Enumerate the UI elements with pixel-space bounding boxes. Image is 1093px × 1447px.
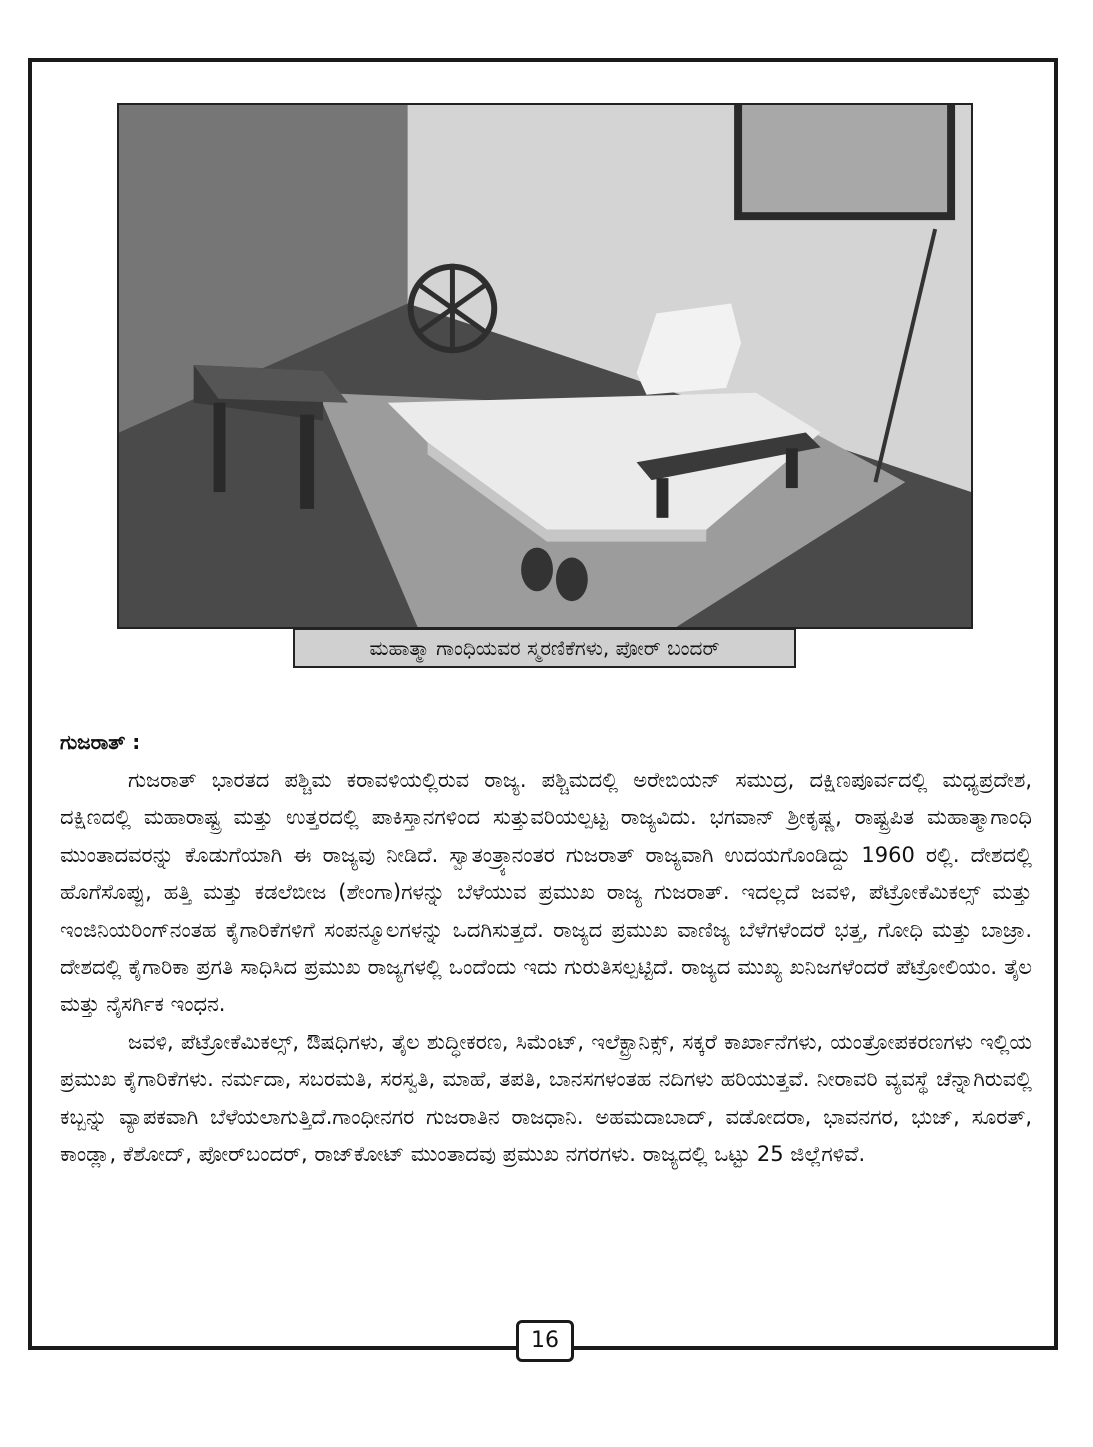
section-body	[60, 762, 1032, 1173]
paragraph: ಗುಜರಾತ್ ಭಾರತದ ಪಶ್ಚಿಮ ಕರಾವಳಿಯಲ್ಲಿರುವ ರಾಜ್ಯ. ಪಶ್ಚಿಮದಲ್ಲಿ ಅರೇಬಿಯನ್ ಸಮುದ್ರ, ದಕ್ಷಿಣಪೂರ್ವದಲ್ಲಿ ಮಧ್ಯಪ್ರದೇಶ, ದಕ್ಷಿಣದಲ್ಲಿ ಮಹಾರಾಷ್ಟ್ರ ಮತ್ತು ಉತ್ತರದಲ್ಲಿ ಪಾಕಿಸ್ತಾನಗಳಿಂದ ಸುತ್ತುವರಿಯಲ್ಪಟ್ಟ ರಾಜ್ಯವಿದು. ಭಗವಾನ್ ಶ್ರೀಕೃಷ್ಣ, ರಾಷ್ಟ್ರಪಿತ ಮಹಾತ್ಮಾಗಾಂಧಿ ಮುಂತಾದವರನ್ನು ಕೊಡುಗೆಯಾಗಿ ಈ ರಾಜ್ಯವು ನೀಡಿದೆ. ಸ್ವಾತಂತ್ರ್ಯಾನಂತರ ಗುಜರಾತ್ ರಾಜ್ಯವಾಗಿ ಉದಯಗೊಂಡಿದ್ದು 1960 ರಲ್ಲಿ. ದೇಶದಲ್ಲಿ ಹೊಗೆಸೊಪ್ಪು, ಹತ್ತಿ ಮತ್ತು ಕಡಲೆಬೀಜ (ಶೇಂಗಾ)ಗಳನ್ನು ಬೆಳೆಯುವ ಪ್ರಮುಖ ರಾಜ್ಯ ಗುಜರಾತ್. ಇದಲ್ಲದೆ ಜವಳಿ, ಪೆಟ್ರೋಕೆಮಿಕಲ್ಸ್ ಮತ್ತು ಇಂಜಿನಿಯರಿಂಗ್‌ನಂತಹ ಕೈಗಾರಿಕೆಗಳಿಗೆ ಸಂಪನ್ಮೂಲಗಳನ್ನು ಒದಗಿಸುತ್ತದೆ. ರಾಜ್ಯದ ಪ್ರಮುಖ ವಾಣಿಜ್ಯ ಬೆಳೆಗಳೆಂದರೆ ಭತ್ತ, ಗೋಧಿ ಮತ್ತು ಬಾಜ್ರಾ. ದೇಶದಲ್ಲಿ ಕೈಗಾರಿಕಾ ಪ್ರಗತಿ ಸಾಧಿಸಿದ ಪ್ರಮುಖ ರಾಜ್ಯಗಳಲ್ಲಿ ಒಂದೆಂದು ಇದು ಗುರುತಿಸಲ್ಪಟ್ಟಿದೆ. ರಾಜ್ಯದ ಮುಖ್ಯ ಖನಿಜಗಳೆಂದರೆ ಪೆಟ್ರೋಲಿಯಂ. ತೈಲ ಮತ್ತು ನೈಸರ್ಗಿಕ ಇಂಧನ.	[60, 768, 1032, 1017]
section-heading: ಗುಜರಾತ್ :	[60, 730, 141, 754]
paragraph: ಜವಳಿ, ಪೆಟ್ರೋಕೆಮಿಕಲ್ಸ್, ಔಷಧಿಗಳು, ತೈಲ ಶುದ್ಧೀಕರಣ, ಸಿಮೆಂಟ್, ಇಲೆಕ್ಟ್ರಾನಿಕ್ಸ್, ಸಕ್ಕರೆ ಕಾರ್ಖಾನೆಗಳು, ಯಂತ್ರೋಪಕರಣಗಳು ಇಲ್ಲಿಯ ಪ್ರಮುಖ ಕೈಗಾರಿಕೆಗಳು. ನರ್ಮದಾ, ಸಬರಮತಿ, ಸರಸ್ವತಿ, ಮಾಹೆ, ತಪತಿ, ಬಾನಸಗಳಂತಹ ನದಿಗಳು ಹರಿಯುತ್ತವೆ. ನೀರಾವರಿ ವ್ಯವಸ್ಥೆ ಚೆನ್ನಾಗಿರುವಲ್ಲಿ ಕಬ್ಬನ್ನು ವ್ಯಾಪಕವಾಗಿ ಬೆಳೆಯಲಾಗುತ್ತಿದೆ.ಗಾಂಧೀನಗರ ಗುಜರಾತಿನ ರಾಜಧಾನಿ. ಅಹಮದಾಬಾದ್, ವಡೋದರಾ, ಭಾವನಗರ, ಭುಜ್, ಸೂರತ್, ಕಾಂಡ್ಲಾ, ಕೆಶೋದ್, ಪೋರ್‌ಬಂದರ್, ರಾಜ್‌ಕೋಟ್ ಮುಂತಾದವು ಪ್ರಮುಖ ನಗರಗಳು. ರಾಜ್ಯದಲ್ಲಿ ಒಟ್ಟು 25 ಜಿಲ್ಲೆಗಳಿವೆ.	[60, 1029, 1032, 1167]
page-number: 16	[516, 1320, 574, 1362]
photo-caption: ಮಹಾತ್ಮಾ ಗಾಂಧಿಯವರ ಸ್ಮರಣಿಕೆಗಳು, ಪೋರ್ ಬಂದರ್	[293, 628, 796, 668]
gandhi-memorabilia-photo	[117, 103, 973, 629]
room-illustration	[119, 105, 971, 627]
